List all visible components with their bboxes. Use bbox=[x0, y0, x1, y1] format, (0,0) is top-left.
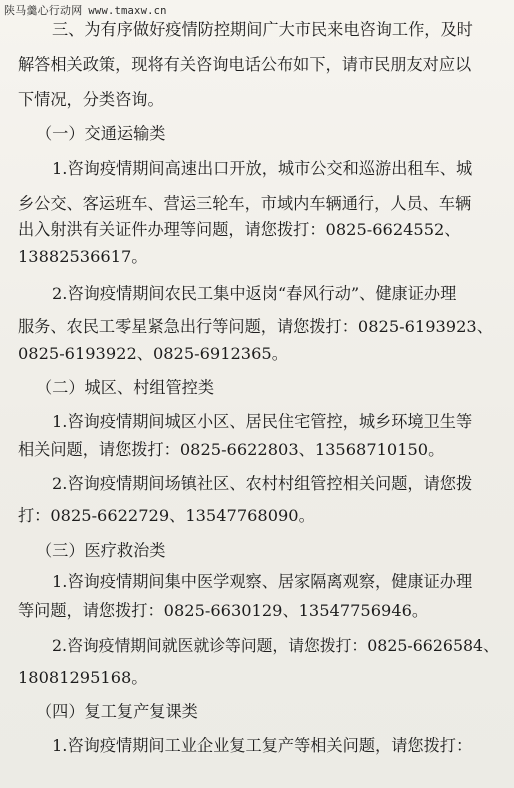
section-heading-resumption: （四）复工复产复课类 bbox=[36, 702, 198, 721]
paragraph-line: 解答相关政策，现将有关咨询电话公布如下，请市民朋友对应以 bbox=[18, 55, 472, 74]
site-watermark bbox=[4, 2, 167, 18]
paragraph-line: 1.咨询疫情期间城区小区、居民住宅管控，城乡环境卫生等 bbox=[52, 412, 473, 431]
paragraph-line: 2.咨询疫情期间场镇社区、农村村组管控相关问题，请您拨 bbox=[52, 474, 473, 493]
paragraph-line: 下情况，分类咨询。 bbox=[18, 90, 164, 109]
paragraph-line: 2.咨询疫情期间农民工集中返岗“春风行动”、健康证办理 bbox=[52, 284, 457, 303]
paragraph-line: 2.咨询疫情期间就医就诊等问题，请您拨打：0825-6626584、 bbox=[52, 636, 499, 655]
paragraph-line: 服务、农民工零星紧急出行等问题，请您拨打：0825-6193923、 bbox=[18, 317, 493, 336]
paragraph-line: 13882536617。 bbox=[18, 247, 148, 266]
paragraph-line: 三、为有序做好疫情防控期间广大市民来电咨询工作，及时 bbox=[52, 20, 473, 39]
paragraph-line: 相关问题，请您拨打：0825-6622803、13568710150。 bbox=[18, 440, 445, 459]
paragraph-line: 等问题，请您拨打：0825-6630129、13547756946。 bbox=[18, 601, 429, 620]
section-heading-community: （二）城区、村组管控类 bbox=[36, 378, 215, 397]
paragraph-line: 乡公交、客运班车、营运三轮车，市域内车辆通行，人员、车辆 bbox=[18, 194, 472, 213]
paragraph-line: 0825-6193922、0825-6912365。 bbox=[18, 344, 288, 363]
section-heading-medical: （三）医疗救治类 bbox=[36, 541, 166, 560]
paragraph-line: 出入射洪有关证件办理等问题，请您拨打：0825-6624552、 bbox=[18, 220, 461, 239]
watermark-url: www.tmaxw.cn bbox=[88, 5, 167, 17]
paragraph-line: 1.咨询疫情期间工业企业复工复产等相关问题，请您拨打： bbox=[52, 736, 473, 755]
section-heading-transport: （一）交通运输类 bbox=[36, 124, 166, 143]
paragraph-line: 1.咨询疫情期间高速出口开放，城市公交和巡游出租车、城 bbox=[52, 159, 473, 178]
paragraph-line: 打：0825-6622729、13547768090。 bbox=[18, 506, 315, 525]
paragraph-line: 1.咨询疫情期间集中医学观察、居家隔离观察，健康证办理 bbox=[52, 572, 473, 591]
paragraph-line: 18081295168。 bbox=[18, 668, 148, 687]
watermark-site-name: 陕马羹心行动网 bbox=[4, 4, 83, 17]
